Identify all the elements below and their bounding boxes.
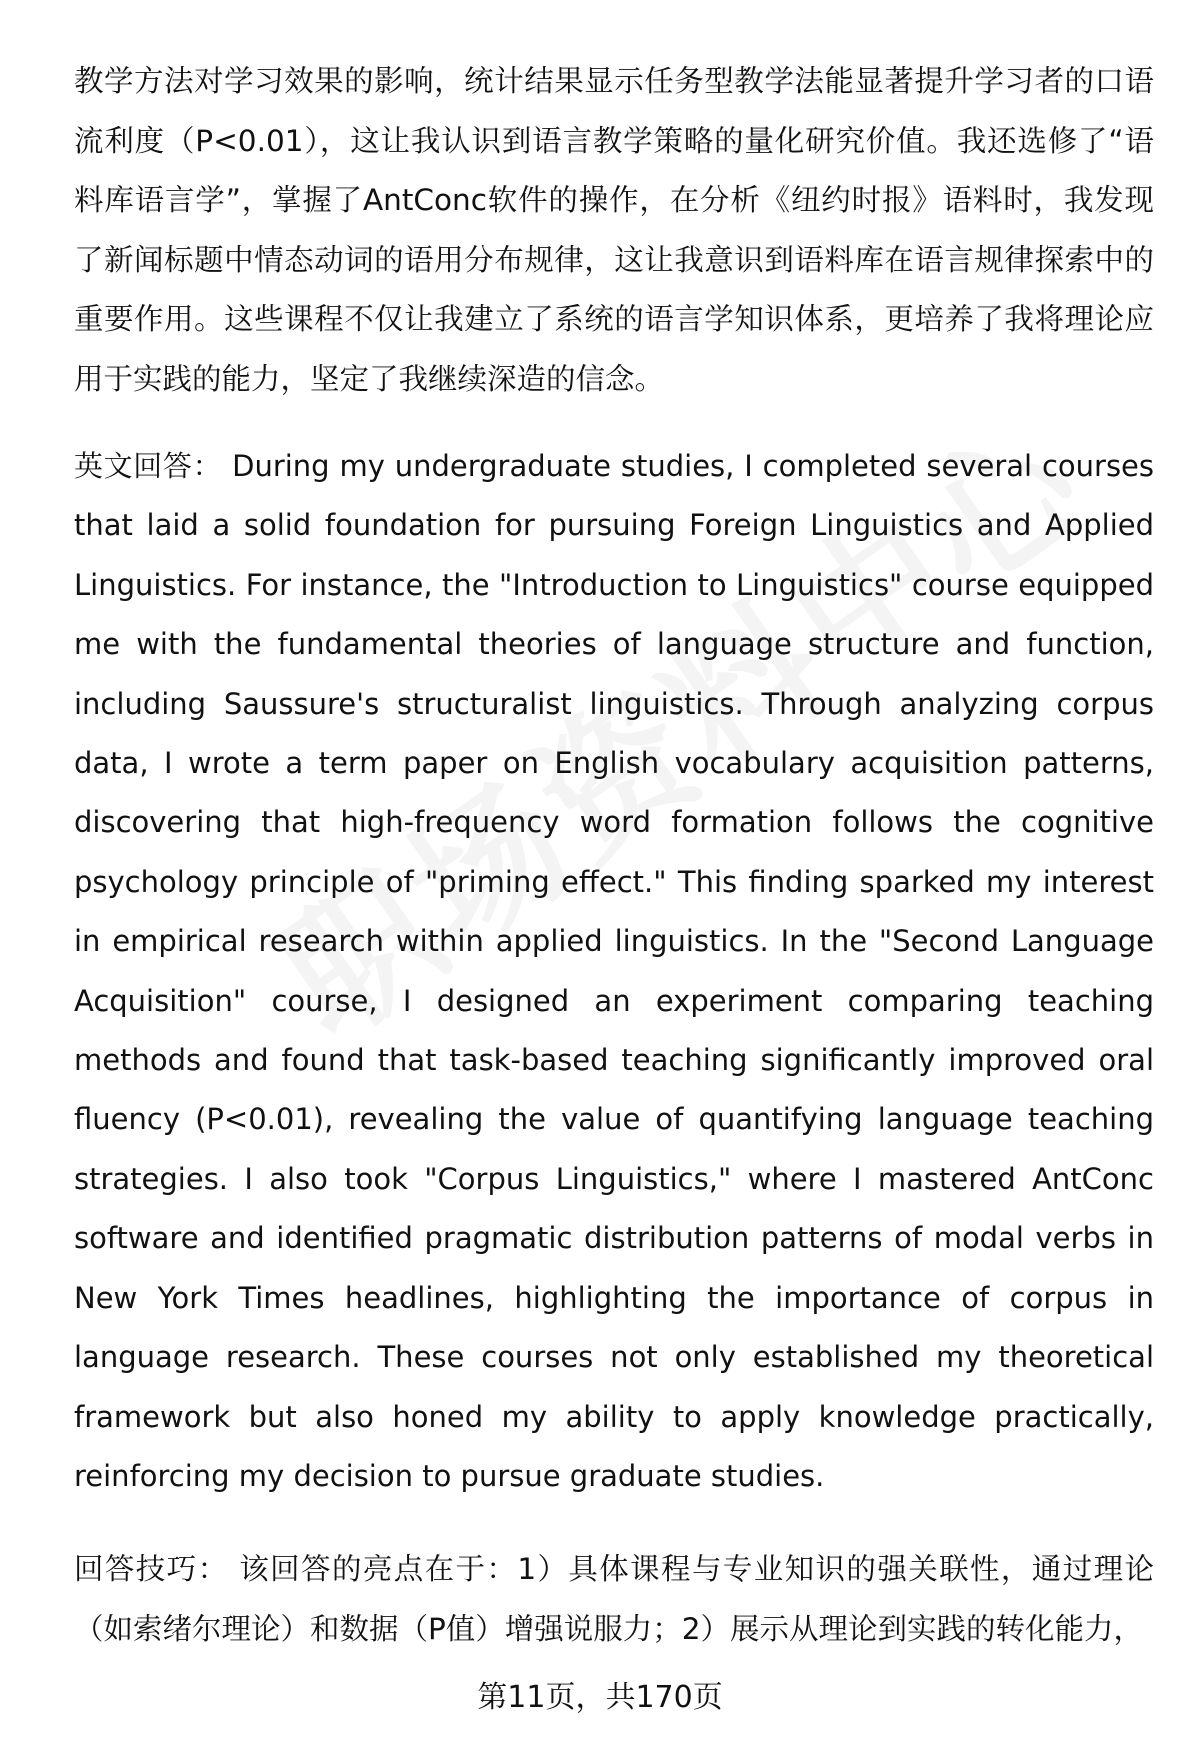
answer-tips-text: 该回答的亮点在于：1）具体课程与专业知识的强关联性，通过理论（如索绪尔理论）和数据（P值）增强说服力；2）展示从理论到实践的转化能力， xyxy=(74,1552,1154,1646)
english-answer-paragraph xyxy=(74,437,1154,1506)
chinese-answer-paragraph: 教学方法对学习效果的影响，统计结果显示任务型教学法能显著提升学习者的口语流利度（P<0.01），这让我认识到语言教学策略的量化研究价值。我还选修了“语料库语言学”，掌握了AntConc软件的操作，在分析《纽约时报》语料时，我发现了新闻标题中情态动词的语用分布规律，这让我意识到语料库在语言规律探索中的重要作用。这些课程不仅让我建立了系统的语言学知识体系，更培养了我将理论应用于实践的能力，坚定了我继续深造的信念。 xyxy=(74,64,1154,396)
page-number: 第11页，共170页 xyxy=(477,1680,723,1715)
answer-tips-paragraph xyxy=(74,1540,1154,1659)
english-answer-label: 英文回答： xyxy=(74,449,223,483)
answer-tips-label: 回答技巧： xyxy=(74,1552,229,1586)
english-answer-text: During my undergraduate studies, I completed several courses that laid a solid foundation for pursuing Foreign Linguistics and Applied Linguistics. For instance, the "Introduction to Linguistics" course equipped me with the fundamental theories of language structure and function, including Saussure's structuralist linguistics. Through analyzing corpus data, I wrote a term paper on English vocabulary acquisition patterns, discovering that high-frequency word formation follows the cognitive psychology principle of "priming effect." This finding sparked my interest in empirical research within applied linguistics. In the "Second Language Acquisition" course, I designed an experiment comparing teaching methods and found that task-based teaching significantly improved oral fluency (P<0.01), revealing the value of quantifying language teaching strategies. I also took "Corpus Linguistics," where I mastered AntConc software and identified pragmatic distribution patterns of modal verbs in New York Times headlines, highlighting the importance of corpus in language research. These courses not only established my theoretical framework but also honed my ability to apply knowledge practically, reinforcing my decision to pursue graduate studies. xyxy=(74,449,1154,1493)
